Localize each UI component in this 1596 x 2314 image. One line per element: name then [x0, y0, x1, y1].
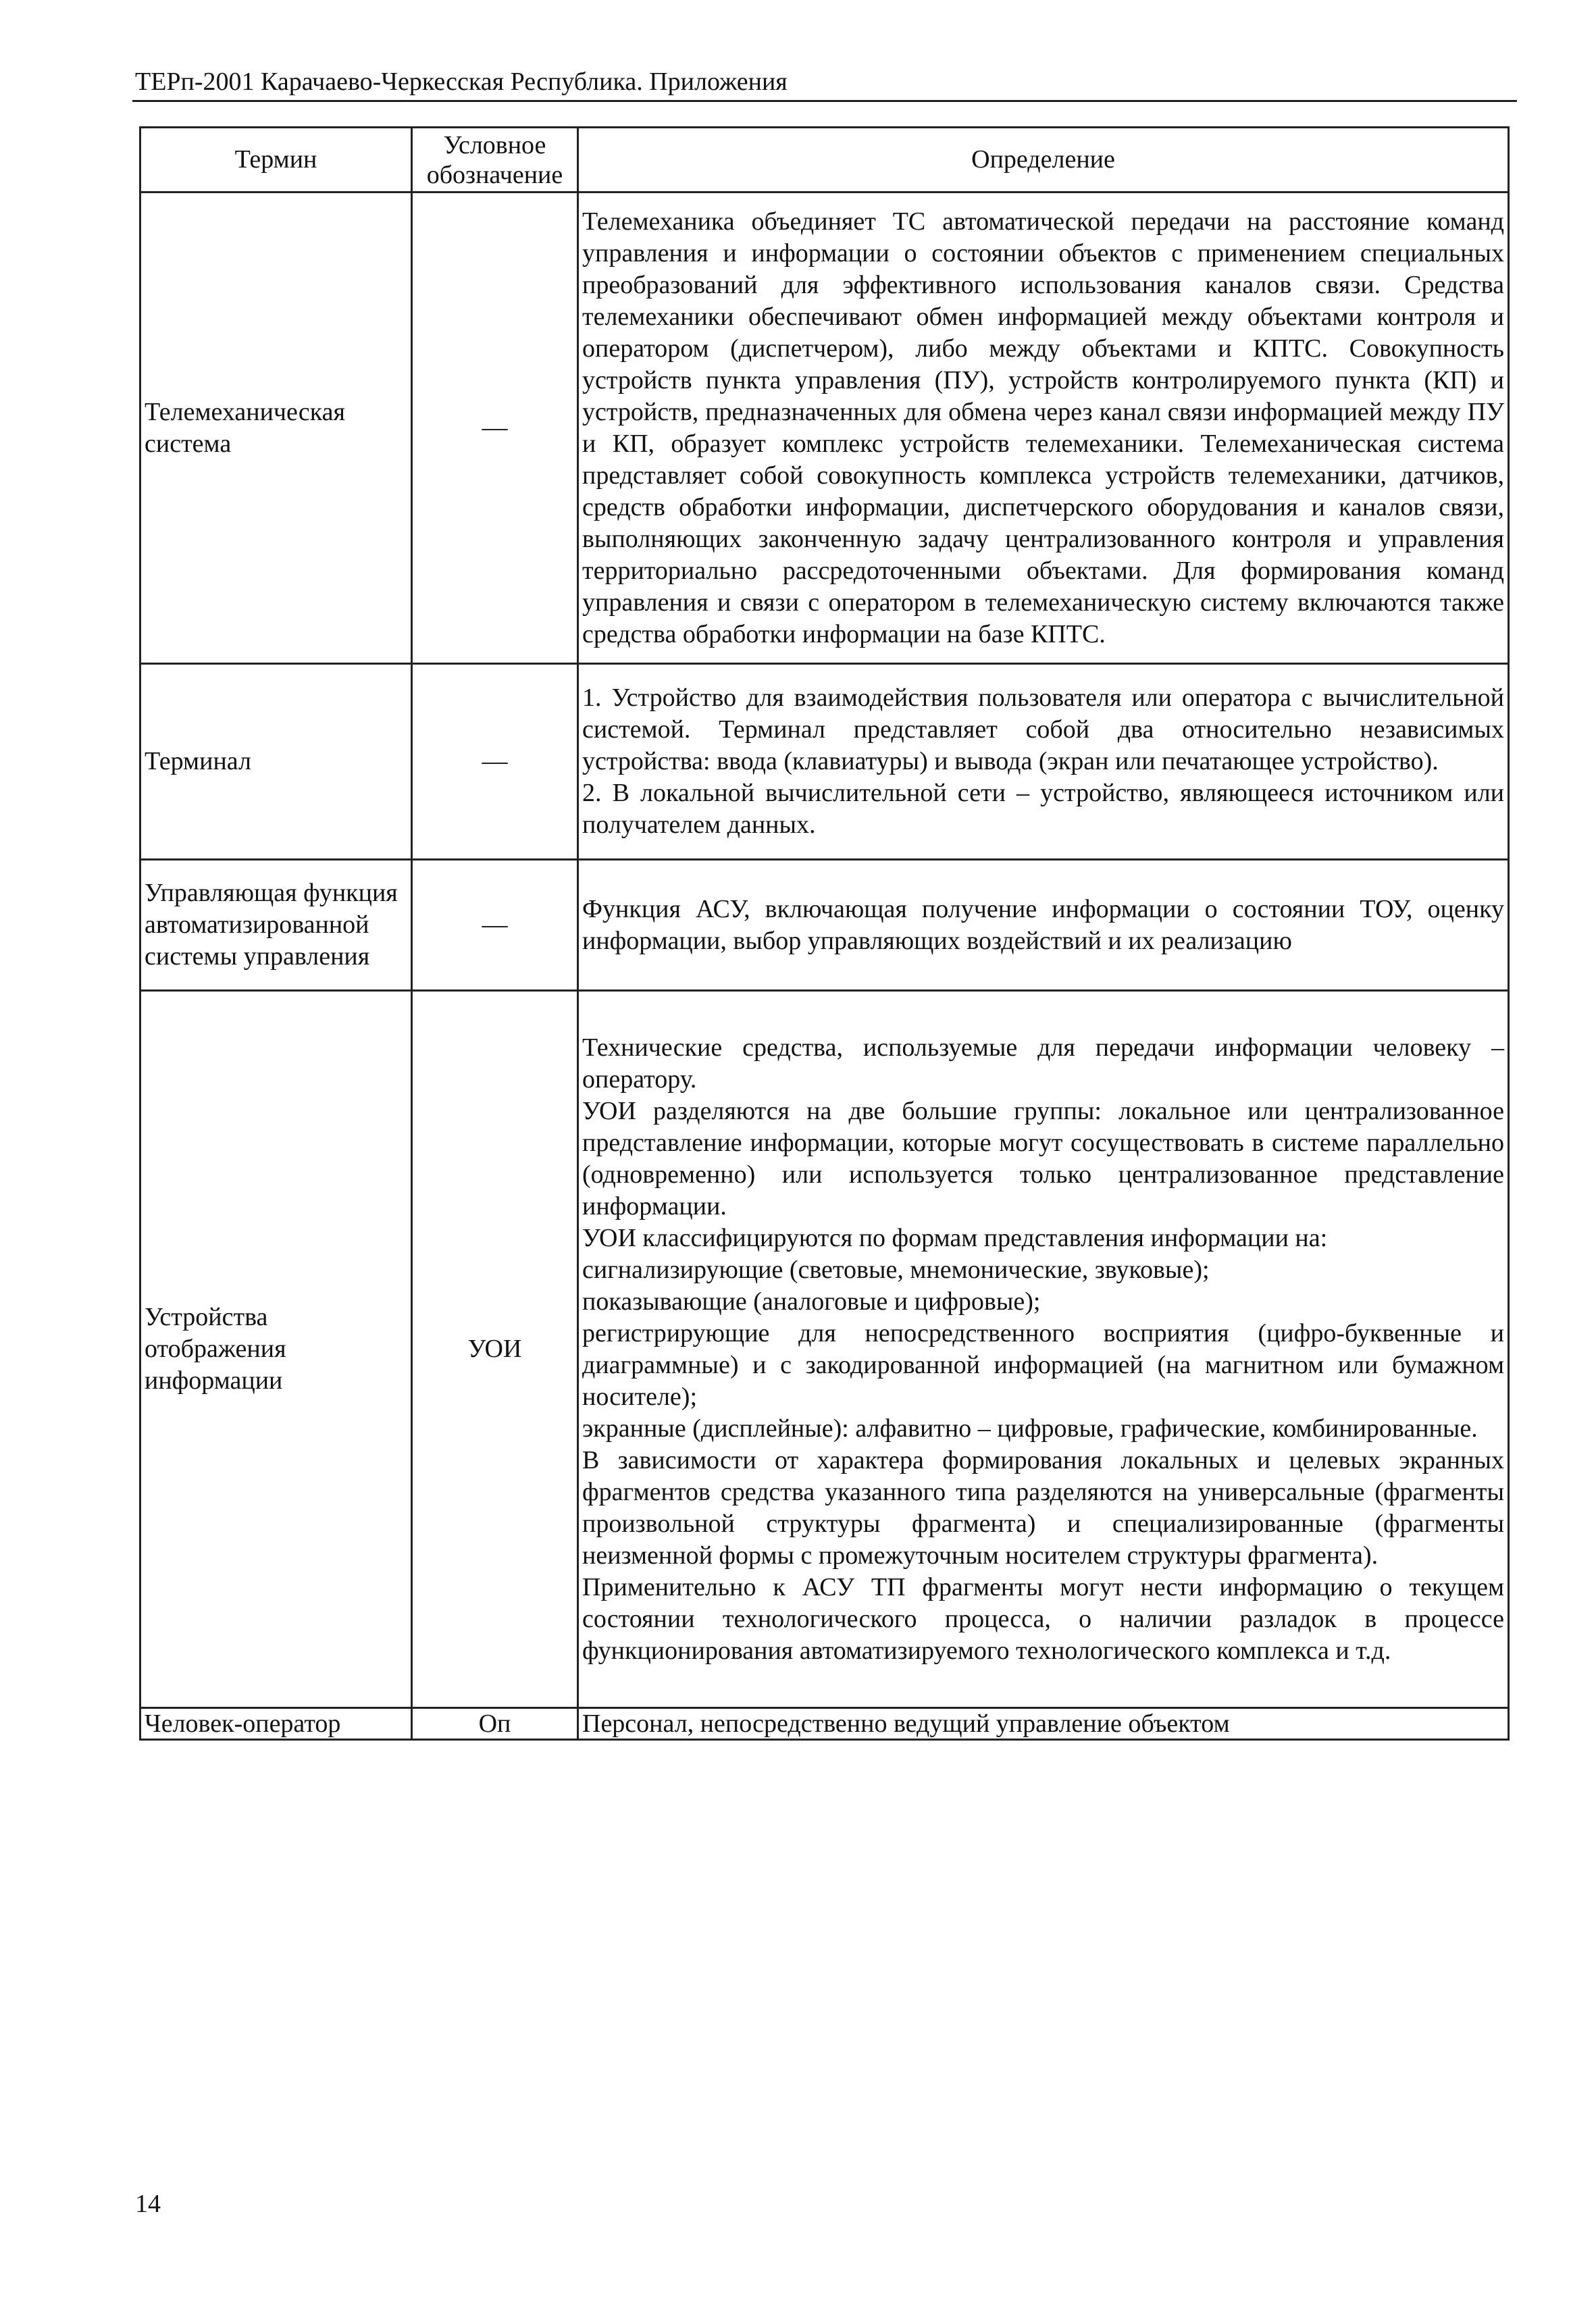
term-cell: Управляющая функция автоматизированной системы управления	[140, 860, 412, 991]
symbol-cell: —	[412, 860, 578, 991]
definition-paragraph: УОИ классифицируются по формам представления информации на:	[582, 1223, 1328, 1252]
definition-cell	[578, 664, 1509, 860]
symbol-cell: —	[412, 192, 578, 664]
page-number: 14	[135, 2190, 161, 2218]
column-header-symbol-line1: Условное	[443, 130, 546, 159]
definition-paragraph: В зависимости от характера формирования локальных и целевых экранных фрагментов средства указанного типа разделяются на универсальные (фрагменты произвольной структуры фрагмента) и специализированные (фрагменты неизменной формы с промежуточным носителем структуры фрагмента).	[582, 1445, 1504, 1570]
term-cell: Человек-оператор	[140, 1708, 412, 1740]
definition-cell	[578, 192, 1509, 664]
table-row	[140, 192, 1509, 664]
table-row	[140, 991, 1509, 1708]
column-header-term: Термин	[140, 128, 412, 192]
column-header-symbol	[412, 128, 578, 192]
definition-paragraph: экранные (дисплейные): алфавитно – цифровые, графические, комбинированные.	[582, 1414, 1478, 1443]
table-row	[140, 664, 1509, 860]
column-header-symbol-line2: обозначение	[426, 160, 563, 189]
definition-paragraph: регистрирующие для непосредственного восприятия (цифро-буквенные и диаграммные) и с закодированной информацией (на магнитном или бумажном носителе);	[582, 1318, 1504, 1411]
symbol-cell: УОИ	[412, 991, 578, 1708]
definition-cell	[578, 1708, 1509, 1740]
definition-cell	[578, 991, 1509, 1708]
header-rule	[132, 100, 1517, 102]
definition-paragraph: сигнализирующие (световые, мнемонические, звуковые);	[582, 1255, 1210, 1284]
definition-paragraph: УОИ разделяются на две большие группы: локальное или централизованное представление информации, которые могут сосуществовать в системе параллельно (одновременно) или используется только централизованное представление информации.	[582, 1096, 1504, 1220]
page-header: ТЕРп-2001 Карачаево-Черкесская Республика. Приложения	[135, 68, 788, 96]
definition-paragraph: Технические средства, используемые для передачи информации человеку – оператору.	[582, 1033, 1504, 1094]
term-cell: Терминал	[140, 664, 412, 860]
definition-paragraph: Персонал, непосредственно ведущий управление объектом	[582, 1709, 1230, 1738]
table-header-row	[140, 128, 1509, 192]
definition-paragraph: Функция АСУ, включающая получение информации о состоянии ТОУ, оценку информации, выбор управляющих воздействий и их реализацию	[582, 894, 1504, 955]
definition-paragraph: показывающие (аналоговые и цифровые);	[582, 1287, 1041, 1316]
definition-paragraph: 2. В локальной вычислительной сети – устройство, являющееся источником или получателем данных.	[582, 779, 1504, 839]
definition-cell	[578, 860, 1509, 991]
definition-paragraph: Применительно к АСУ ТП фрагменты могут нести информацию о текущем состоянии технологического процесса, о наличии разладок в процессе функционирования автоматизируемого технологического комплекса и т.д.	[582, 1572, 1504, 1665]
term-cell: Телемеханическая система	[140, 192, 412, 664]
term-cell: Устройства отображения информации	[140, 991, 412, 1708]
symbol-cell: —	[412, 664, 578, 860]
symbol-cell: Оп	[412, 1708, 578, 1740]
table-row	[140, 860, 1509, 991]
table-row	[140, 1708, 1509, 1740]
definition-paragraph: Телемеханика объединяет ТС автоматической передачи на расстояние команд управления и информации о состоянии объектов с применением специальных преобразований для эффективного использования каналов связи. Средства телемеханики обеспечивают обмен информацией между объектами контроля и оператором (диспетчером), либо между объектами и КПТС. Совокупность устройств пункта управления (ПУ), устройств контролируемого пункта (КП) и устройств, предназначенных для обмена через канал связи информацией между ПУ и КП, образует комплекс устройств телемеханики. Телемеханическая система представляет собой совокупность комплекса устройств телемеханики, датчиков, средств обработки информации, диспетчерского оборудования и каналов связи, выполняющих законченную задачу централизованного контроля и управления территориально рассредоточенными объектами. Для формирования команд управления и связи с оператором в телемеханическую систему включаются также средства обработки информации на базе КПТС.	[582, 207, 1504, 648]
definition-paragraph: 1. Устройство для взаимодействия пользователя или оператора с вычислительной системой. Терминал представляет собой два относительно независимых устройства: ввода (клавиатуры) и вывода (экран или печатающее устройство).	[582, 684, 1504, 775]
terms-table	[139, 126, 1510, 1741]
column-header-definition: Определение	[578, 128, 1509, 192]
